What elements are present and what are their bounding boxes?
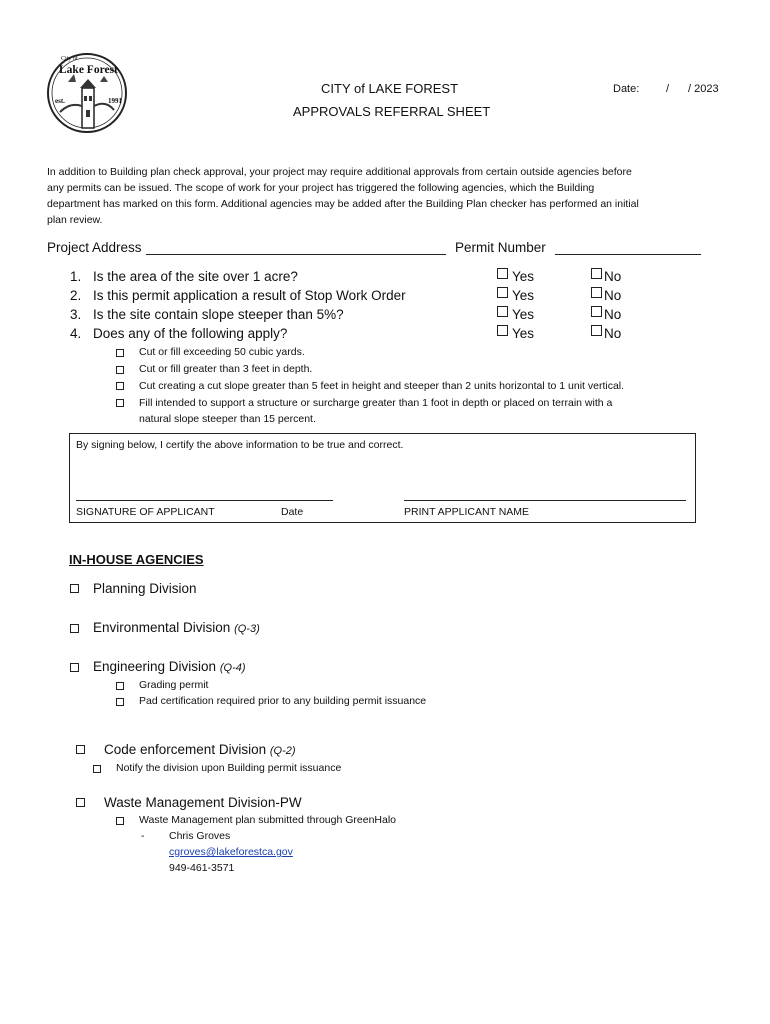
question-4-num: 4. bbox=[70, 326, 82, 341]
planning-checkbox[interactable] bbox=[70, 584, 79, 593]
sub-item-4-text: Fill intended to support a structure or surcharge greater than 1 foot in depth or placed on terrain with a bbox=[139, 397, 613, 409]
notify-division-text: Notify the division upon Building permit issuance bbox=[116, 762, 342, 774]
logo-est: est. bbox=[55, 97, 65, 105]
question-4-yes-checkbox[interactable] bbox=[497, 325, 508, 336]
sub-item-2-text: Cut or fill greater than 3 feet in depth. bbox=[139, 363, 313, 375]
question-3-no-checkbox[interactable] bbox=[591, 306, 602, 317]
question-4-no-checkbox[interactable] bbox=[591, 325, 602, 336]
notify-division-checkbox[interactable] bbox=[93, 765, 101, 773]
permit-number-field[interactable] bbox=[555, 254, 701, 255]
grading-permit-checkbox[interactable] bbox=[116, 682, 124, 690]
question-3-no-label: No bbox=[604, 307, 622, 322]
intro-line-2: any permits can be issued. The scope of work for your project has triggered the following agencies, which the Building bbox=[47, 182, 595, 194]
sub-item-3-checkbox[interactable] bbox=[116, 382, 124, 390]
intro-line-1: In addition to Building plan check approval, your project may require additional approvals from certain outside agencies before bbox=[47, 166, 632, 178]
date-separator: / bbox=[666, 83, 670, 95]
environmental-checkbox[interactable] bbox=[70, 624, 79, 633]
pad-certification-checkbox[interactable] bbox=[116, 698, 124, 706]
engineering-name: Engineering Division bbox=[93, 659, 217, 674]
greenhalo-checkbox[interactable] bbox=[116, 817, 124, 825]
question-2-no-checkbox[interactable] bbox=[591, 287, 602, 298]
logo-year: 1991 bbox=[108, 97, 122, 105]
question-2-yes-label: Yes bbox=[512, 288, 535, 303]
question-4-no-label: No bbox=[604, 326, 622, 341]
date-label: Date: bbox=[613, 83, 640, 95]
question-3-num: 3. bbox=[70, 307, 82, 322]
waste-management-checkbox[interactable] bbox=[76, 798, 85, 807]
sub-item-4-continued: natural slope steeper than 15 percent. bbox=[139, 413, 316, 425]
environmental-name: Environmental Division bbox=[93, 620, 231, 635]
code-enforcement-code: (Q-2) bbox=[269, 745, 296, 757]
date-year: / 2023 bbox=[688, 83, 719, 95]
question-2-yes-checkbox[interactable] bbox=[497, 287, 508, 298]
sub-item-2-checkbox[interactable] bbox=[116, 366, 124, 374]
grading-permit-text: Grading permit bbox=[139, 679, 209, 691]
logo-small-text: City of bbox=[61, 56, 78, 62]
pad-certification-text: Pad certification required prior to any building permit issuance bbox=[139, 695, 427, 707]
project-address-field[interactable] bbox=[146, 254, 446, 255]
print-name-line[interactable] bbox=[404, 500, 686, 501]
planning-label: Planning Division bbox=[93, 581, 197, 596]
signature-statement: By signing below, I certify the above information to be true and correct. bbox=[76, 439, 404, 451]
code-enforcement-name: Code enforcement Division bbox=[104, 742, 267, 757]
greenhalo-text: Waste Management plan submitted through GreenHalo bbox=[139, 814, 397, 826]
waste-management-label: Waste Management Division-PW bbox=[104, 795, 302, 810]
sub-item-1-checkbox[interactable] bbox=[116, 349, 124, 357]
question-1-yes-label: Yes bbox=[512, 269, 535, 284]
engineering-checkbox[interactable] bbox=[70, 663, 79, 672]
environmental-code: (Q-3) bbox=[234, 623, 260, 635]
code-enforcement-label bbox=[104, 742, 296, 757]
question-3-yes-label: Yes bbox=[512, 307, 535, 322]
contact-email-link[interactable]: cgroves@lakeforestca.gov bbox=[169, 846, 293, 858]
question-1-text: Is the area of the site over 1 acre? bbox=[93, 269, 298, 284]
question-4-text: Does any of the following apply? bbox=[93, 326, 288, 341]
logo-name: Lake Forest bbox=[59, 64, 118, 76]
question-1-no-checkbox[interactable] bbox=[591, 268, 602, 279]
code-enforcement-checkbox[interactable] bbox=[76, 745, 85, 754]
question-2-no-label: No bbox=[604, 288, 622, 303]
contact-dash: - bbox=[141, 830, 145, 842]
question-1-num: 1. bbox=[70, 269, 82, 284]
contact-name: Chris Groves bbox=[169, 830, 231, 842]
intro-line-4: plan review. bbox=[47, 214, 103, 226]
question-1-yes-checkbox[interactable] bbox=[497, 268, 508, 279]
engineering-label bbox=[93, 659, 246, 674]
sub-item-4-checkbox[interactable] bbox=[116, 399, 124, 407]
city-seal-logo bbox=[46, 52, 128, 134]
inhouse-heading: IN-HOUSE AGENCIES bbox=[69, 552, 204, 567]
environmental-label bbox=[93, 620, 260, 635]
signature-date-label: Date bbox=[281, 506, 304, 518]
signature-applicant-label: SIGNATURE OF APPLICANT bbox=[76, 506, 215, 518]
question-1-no-label: No bbox=[604, 269, 622, 284]
project-address-label: Project Address bbox=[47, 240, 142, 255]
signature-applicant-line[interactable] bbox=[76, 500, 333, 501]
print-applicant-name-label: PRINT APPLICANT NAME bbox=[404, 506, 530, 518]
intro-line-3: department has marked on this form. Additional agencies may be added after the Building Plan checker has performed an initial bbox=[47, 198, 639, 210]
permit-number-label: Permit Number bbox=[455, 240, 546, 255]
question-3-yes-checkbox[interactable] bbox=[497, 306, 508, 317]
engineering-code: (Q-4) bbox=[219, 662, 246, 674]
contact-phone: 949-461-3571 bbox=[169, 862, 235, 874]
question-2-text: Is this permit application a result of Stop Work Order bbox=[93, 288, 406, 303]
page-subtitle: APPROVALS REFERRAL SHEET bbox=[293, 104, 491, 119]
question-3-text: Is the site contain slope steeper than 5%? bbox=[93, 307, 344, 322]
sub-item-1-text: Cut or fill exceeding 50 cubic yards. bbox=[139, 346, 305, 358]
question-2-num: 2. bbox=[70, 288, 82, 303]
question-4-yes-label: Yes bbox=[512, 326, 535, 341]
page-title: CITY of LAKE FOREST bbox=[321, 81, 459, 96]
sub-item-3-text: Cut creating a cut slope greater than 5 feet in height and steeper than 2 units horizontal to 1 unit vertical. bbox=[139, 380, 625, 392]
